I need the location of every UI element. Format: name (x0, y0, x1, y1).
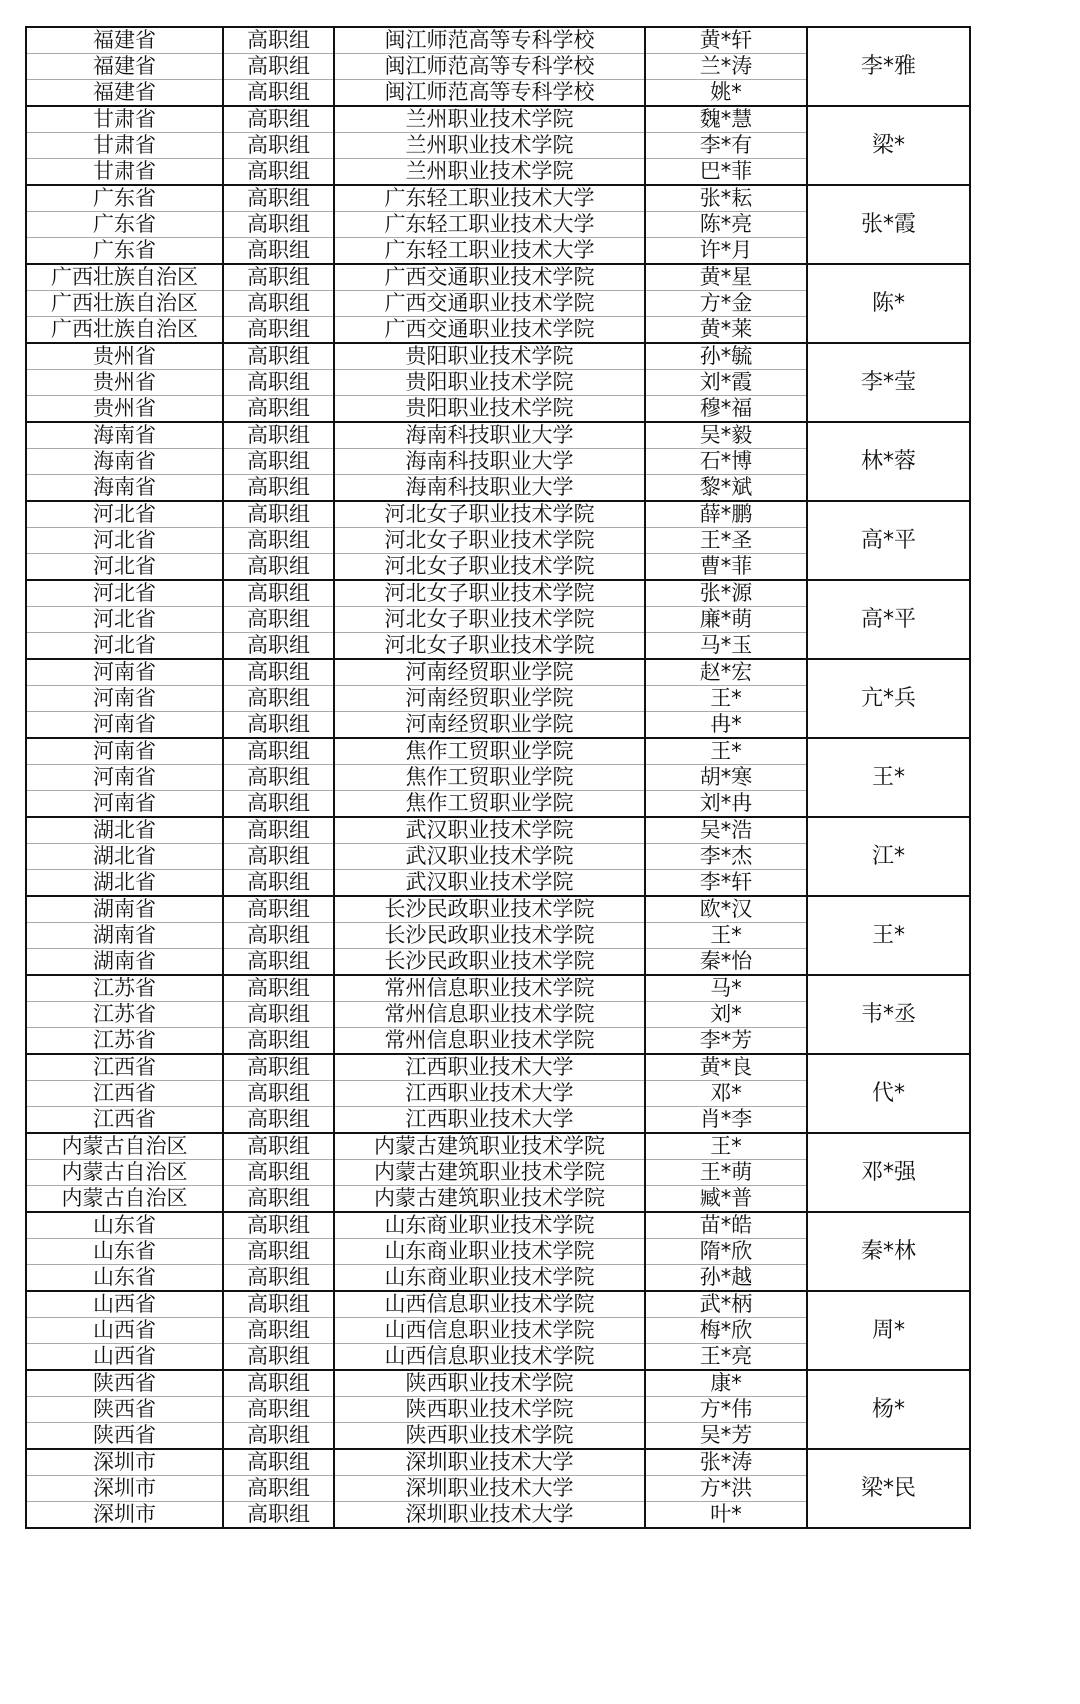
student-cell: 李*杰 (645, 844, 807, 870)
school-cell: 陕西职业技术学院 (334, 1397, 645, 1423)
table-row (26, 1212, 970, 1239)
school-cell: 广东轻工职业技术大学 (334, 238, 645, 265)
student-cell: 黄*轩 (645, 27, 807, 54)
student-cell: 薛*鹏 (645, 501, 807, 528)
table-row (26, 106, 970, 133)
school-cell: 长沙民政职业技术学院 (334, 923, 645, 949)
student-cell: 方*洪 (645, 1476, 807, 1502)
province-cell: 河南省 (26, 765, 223, 791)
level-cell: 高职组 (223, 1002, 334, 1028)
level-cell: 高职组 (223, 1318, 334, 1344)
level-cell: 高职组 (223, 449, 334, 475)
school-cell: 武汉职业技术学院 (334, 870, 645, 897)
student-cell: 康* (645, 1370, 807, 1397)
level-cell: 高职组 (223, 1107, 334, 1134)
province-cell: 广东省 (26, 185, 223, 212)
province-cell: 内蒙古自治区 (26, 1186, 223, 1213)
student-cell: 王*萌 (645, 1160, 807, 1186)
level-cell: 高职组 (223, 1265, 334, 1292)
school-cell: 常州信息职业技术学院 (334, 975, 645, 1002)
school-cell: 山东商业职业技术学院 (334, 1265, 645, 1292)
student-cell: 许*月 (645, 238, 807, 265)
school-cell: 江西职业技术大学 (334, 1081, 645, 1107)
school-cell: 武汉职业技术学院 (334, 817, 645, 844)
level-cell: 高职组 (223, 106, 334, 133)
province-cell: 江苏省 (26, 1002, 223, 1028)
advisor-cell: 亢*兵 (807, 659, 970, 738)
province-cell: 山东省 (26, 1212, 223, 1239)
school-cell: 河北女子职业技术学院 (334, 607, 645, 633)
table-row (26, 738, 970, 765)
level-cell: 高职组 (223, 607, 334, 633)
school-cell: 河南经贸职业学院 (334, 659, 645, 686)
province-cell: 深圳市 (26, 1476, 223, 1502)
student-cell: 马* (645, 975, 807, 1002)
student-cell: 黄*星 (645, 264, 807, 291)
province-cell: 福建省 (26, 54, 223, 80)
table-row (26, 896, 970, 923)
province-cell: 河南省 (26, 712, 223, 739)
student-cell: 王* (645, 686, 807, 712)
province-cell: 深圳市 (26, 1449, 223, 1476)
school-cell: 贵阳职业技术学院 (334, 343, 645, 370)
table-row (26, 659, 970, 686)
province-cell: 湖南省 (26, 923, 223, 949)
student-cell: 冉* (645, 712, 807, 739)
level-cell: 高职组 (223, 185, 334, 212)
level-cell: 高职组 (223, 396, 334, 423)
table-row (26, 1291, 970, 1318)
level-cell: 高职组 (223, 738, 334, 765)
province-cell: 江西省 (26, 1054, 223, 1081)
school-cell: 河北女子职业技术学院 (334, 580, 645, 607)
province-cell: 贵州省 (26, 396, 223, 423)
advisor-cell: 陈* (807, 264, 970, 343)
student-cell: 梅*欣 (645, 1318, 807, 1344)
school-cell: 河南经贸职业学院 (334, 712, 645, 739)
award-table (25, 26, 971, 1529)
school-cell: 贵阳职业技术学院 (334, 370, 645, 396)
student-cell: 李*芳 (645, 1028, 807, 1055)
province-cell: 湖南省 (26, 949, 223, 976)
school-cell: 内蒙古建筑职业技术学院 (334, 1133, 645, 1160)
level-cell: 高职组 (223, 1476, 334, 1502)
table-row (26, 343, 970, 370)
province-cell: 广东省 (26, 238, 223, 265)
level-cell: 高职组 (223, 633, 334, 660)
level-cell: 高职组 (223, 1423, 334, 1450)
student-cell: 赵*宏 (645, 659, 807, 686)
table-row (26, 185, 970, 212)
level-cell: 高职组 (223, 975, 334, 1002)
school-cell: 河北女子职业技术学院 (334, 633, 645, 660)
student-cell: 石*博 (645, 449, 807, 475)
student-cell: 李*轩 (645, 870, 807, 897)
student-cell: 曹*菲 (645, 554, 807, 581)
table-row (26, 1370, 970, 1397)
province-cell: 山东省 (26, 1239, 223, 1265)
advisor-cell: 林*蓉 (807, 422, 970, 501)
level-cell: 高职组 (223, 1239, 334, 1265)
student-cell: 邓* (645, 1081, 807, 1107)
level-cell: 高职组 (223, 422, 334, 449)
student-cell: 兰*涛 (645, 54, 807, 80)
table-row (26, 1133, 970, 1160)
level-cell: 高职组 (223, 844, 334, 870)
level-cell: 高职组 (223, 1212, 334, 1239)
level-cell: 高职组 (223, 1160, 334, 1186)
student-cell: 穆*福 (645, 396, 807, 423)
table-row (26, 264, 970, 291)
student-cell: 廉*萌 (645, 607, 807, 633)
school-cell: 常州信息职业技术学院 (334, 1002, 645, 1028)
advisor-cell: 王* (807, 896, 970, 975)
school-cell: 江西职业技术大学 (334, 1054, 645, 1081)
level-cell: 高职组 (223, 212, 334, 238)
school-cell: 河南经贸职业学院 (334, 686, 645, 712)
advisor-cell: 邓*强 (807, 1133, 970, 1212)
level-cell: 高职组 (223, 159, 334, 186)
school-cell: 山东商业职业技术学院 (334, 1239, 645, 1265)
level-cell: 高职组 (223, 817, 334, 844)
province-cell: 海南省 (26, 449, 223, 475)
province-cell: 广西壮族自治区 (26, 264, 223, 291)
student-cell: 巴*菲 (645, 159, 807, 186)
school-cell: 常州信息职业技术学院 (334, 1028, 645, 1055)
province-cell: 河北省 (26, 554, 223, 581)
school-cell: 武汉职业技术学院 (334, 844, 645, 870)
level-cell: 高职组 (223, 580, 334, 607)
school-cell: 山东商业职业技术学院 (334, 1212, 645, 1239)
province-cell: 贵州省 (26, 370, 223, 396)
level-cell: 高职组 (223, 264, 334, 291)
province-cell: 湖北省 (26, 870, 223, 897)
student-cell: 王*圣 (645, 528, 807, 554)
student-cell: 刘*霞 (645, 370, 807, 396)
province-cell: 陕西省 (26, 1370, 223, 1397)
student-cell: 王* (645, 923, 807, 949)
advisor-cell: 张*霞 (807, 185, 970, 264)
level-cell: 高职组 (223, 291, 334, 317)
school-cell: 长沙民政职业技术学院 (334, 896, 645, 923)
student-cell: 吴*毅 (645, 422, 807, 449)
student-cell: 方*伟 (645, 1397, 807, 1423)
student-cell: 肖*李 (645, 1107, 807, 1134)
advisor-cell: 李*莹 (807, 343, 970, 422)
province-cell: 湖北省 (26, 844, 223, 870)
level-cell: 高职组 (223, 949, 334, 976)
school-cell: 广西交通职业技术学院 (334, 291, 645, 317)
school-cell: 闽江师范高等专科学校 (334, 54, 645, 80)
level-cell: 高职组 (223, 1502, 334, 1529)
province-cell: 河北省 (26, 528, 223, 554)
student-cell: 张*源 (645, 580, 807, 607)
student-cell: 孙*越 (645, 1265, 807, 1292)
level-cell: 高职组 (223, 765, 334, 791)
student-cell: 黎*斌 (645, 475, 807, 502)
province-cell: 江西省 (26, 1081, 223, 1107)
student-cell: 方*金 (645, 291, 807, 317)
school-cell: 陕西职业技术学院 (334, 1423, 645, 1450)
school-cell: 山西信息职业技术学院 (334, 1344, 645, 1371)
province-cell: 江苏省 (26, 1028, 223, 1055)
student-cell: 秦*怡 (645, 949, 807, 976)
school-cell: 海南科技职业大学 (334, 422, 645, 449)
province-cell: 河北省 (26, 580, 223, 607)
school-cell: 陕西职业技术学院 (334, 1370, 645, 1397)
school-cell: 山西信息职业技术学院 (334, 1318, 645, 1344)
school-cell: 焦作工贸职业学院 (334, 791, 645, 818)
student-cell: 李*有 (645, 133, 807, 159)
student-cell: 张*耘 (645, 185, 807, 212)
level-cell: 高职组 (223, 923, 334, 949)
school-cell: 广西交通职业技术学院 (334, 317, 645, 344)
school-cell: 兰州职业技术学院 (334, 159, 645, 186)
school-cell: 贵阳职业技术学院 (334, 396, 645, 423)
level-cell: 高职组 (223, 1186, 334, 1213)
province-cell: 内蒙古自治区 (26, 1160, 223, 1186)
level-cell: 高职组 (223, 554, 334, 581)
student-cell: 武*柄 (645, 1291, 807, 1318)
student-cell: 王* (645, 1133, 807, 1160)
award-table-body (26, 27, 970, 1528)
province-cell: 江西省 (26, 1107, 223, 1134)
student-cell: 刘*冉 (645, 791, 807, 818)
province-cell: 河北省 (26, 607, 223, 633)
level-cell: 高职组 (223, 870, 334, 897)
province-cell: 广西壮族自治区 (26, 291, 223, 317)
province-cell: 河南省 (26, 791, 223, 818)
level-cell: 高职组 (223, 528, 334, 554)
advisor-cell: 高*平 (807, 501, 970, 580)
student-cell: 姚* (645, 80, 807, 107)
school-cell: 闽江师范高等专科学校 (334, 27, 645, 54)
school-cell: 兰州职业技术学院 (334, 133, 645, 159)
student-cell: 刘* (645, 1002, 807, 1028)
school-cell: 河北女子职业技术学院 (334, 501, 645, 528)
student-cell: 欧*汉 (645, 896, 807, 923)
level-cell: 高职组 (223, 1449, 334, 1476)
student-cell: 陈*亮 (645, 212, 807, 238)
advisor-cell: 周* (807, 1291, 970, 1370)
student-cell: 苗*皓 (645, 1212, 807, 1239)
school-cell: 河北女子职业技术学院 (334, 554, 645, 581)
province-cell: 山西省 (26, 1291, 223, 1318)
advisor-cell: 江* (807, 817, 970, 896)
level-cell: 高职组 (223, 791, 334, 818)
advisor-cell: 王* (807, 738, 970, 817)
province-cell: 江苏省 (26, 975, 223, 1002)
school-cell: 深圳职业技术大学 (334, 1449, 645, 1476)
level-cell: 高职组 (223, 317, 334, 344)
school-cell: 海南科技职业大学 (334, 449, 645, 475)
level-cell: 高职组 (223, 80, 334, 107)
province-cell: 甘肃省 (26, 159, 223, 186)
province-cell: 陕西省 (26, 1397, 223, 1423)
province-cell: 内蒙古自治区 (26, 1133, 223, 1160)
advisor-cell: 秦*林 (807, 1212, 970, 1291)
table-row (26, 27, 970, 54)
province-cell: 河北省 (26, 501, 223, 528)
level-cell: 高职组 (223, 686, 334, 712)
province-cell: 福建省 (26, 80, 223, 107)
table-row (26, 580, 970, 607)
student-cell: 张*涛 (645, 1449, 807, 1476)
student-cell: 胡*寒 (645, 765, 807, 791)
school-cell: 深圳职业技术大学 (334, 1502, 645, 1529)
advisor-cell: 高*平 (807, 580, 970, 659)
province-cell: 河南省 (26, 738, 223, 765)
level-cell: 高职组 (223, 133, 334, 159)
table-row (26, 422, 970, 449)
level-cell: 高职组 (223, 1291, 334, 1318)
school-cell: 广西交通职业技术学院 (334, 264, 645, 291)
level-cell: 高职组 (223, 1344, 334, 1371)
level-cell: 高职组 (223, 1370, 334, 1397)
student-cell: 王*亮 (645, 1344, 807, 1371)
student-cell: 叶* (645, 1502, 807, 1529)
level-cell: 高职组 (223, 1397, 334, 1423)
province-cell: 海南省 (26, 475, 223, 502)
level-cell: 高职组 (223, 1028, 334, 1055)
table-row (26, 817, 970, 844)
level-cell: 高职组 (223, 1054, 334, 1081)
province-cell: 山西省 (26, 1318, 223, 1344)
level-cell: 高职组 (223, 712, 334, 739)
school-cell: 兰州职业技术学院 (334, 106, 645, 133)
school-cell: 河北女子职业技术学院 (334, 528, 645, 554)
province-cell: 河南省 (26, 686, 223, 712)
school-cell: 内蒙古建筑职业技术学院 (334, 1186, 645, 1213)
school-cell: 深圳职业技术大学 (334, 1476, 645, 1502)
advisor-cell: 梁*民 (807, 1449, 970, 1528)
school-cell: 焦作工贸职业学院 (334, 765, 645, 791)
province-cell: 深圳市 (26, 1502, 223, 1529)
student-cell: 吴*芳 (645, 1423, 807, 1450)
student-cell: 魏*慧 (645, 106, 807, 133)
province-cell: 广西壮族自治区 (26, 317, 223, 344)
school-cell: 闽江师范高等专科学校 (334, 80, 645, 107)
student-cell: 黄*莱 (645, 317, 807, 344)
student-cell: 吴*浩 (645, 817, 807, 844)
level-cell: 高职组 (223, 27, 334, 54)
level-cell: 高职组 (223, 501, 334, 528)
school-cell: 长沙民政职业技术学院 (334, 949, 645, 976)
level-cell: 高职组 (223, 1081, 334, 1107)
advisor-cell: 杨* (807, 1370, 970, 1449)
province-cell: 山东省 (26, 1265, 223, 1292)
level-cell: 高职组 (223, 896, 334, 923)
advisor-cell: 代* (807, 1054, 970, 1133)
student-cell: 马*玉 (645, 633, 807, 660)
school-cell: 山西信息职业技术学院 (334, 1291, 645, 1318)
student-cell: 孙*毓 (645, 343, 807, 370)
school-cell: 焦作工贸职业学院 (334, 738, 645, 765)
table-row (26, 1054, 970, 1081)
province-cell: 湖北省 (26, 817, 223, 844)
province-cell: 贵州省 (26, 343, 223, 370)
level-cell: 高职组 (223, 238, 334, 265)
province-cell: 山西省 (26, 1344, 223, 1371)
province-cell: 海南省 (26, 422, 223, 449)
level-cell: 高职组 (223, 1133, 334, 1160)
student-cell: 臧*普 (645, 1186, 807, 1213)
student-cell: 黄*良 (645, 1054, 807, 1081)
province-cell: 河南省 (26, 659, 223, 686)
school-cell: 广东轻工职业技术大学 (334, 185, 645, 212)
advisor-cell: 李*雅 (807, 27, 970, 106)
school-cell: 江西职业技术大学 (334, 1107, 645, 1134)
level-cell: 高职组 (223, 659, 334, 686)
level-cell: 高职组 (223, 370, 334, 396)
province-cell: 湖南省 (26, 896, 223, 923)
table-row (26, 1449, 970, 1476)
province-cell: 甘肃省 (26, 106, 223, 133)
school-cell: 广东轻工职业技术大学 (334, 212, 645, 238)
school-cell: 内蒙古建筑职业技术学院 (334, 1160, 645, 1186)
province-cell: 甘肃省 (26, 133, 223, 159)
level-cell: 高职组 (223, 54, 334, 80)
table-row (26, 501, 970, 528)
province-cell: 福建省 (26, 27, 223, 54)
table-row (26, 975, 970, 1002)
student-cell: 隋*欣 (645, 1239, 807, 1265)
advisor-cell: 梁* (807, 106, 970, 185)
province-cell: 河北省 (26, 633, 223, 660)
level-cell: 高职组 (223, 343, 334, 370)
province-cell: 广东省 (26, 212, 223, 238)
advisor-cell: 韦*丞 (807, 975, 970, 1054)
student-cell: 王* (645, 738, 807, 765)
school-cell: 海南科技职业大学 (334, 475, 645, 502)
level-cell: 高职组 (223, 475, 334, 502)
province-cell: 陕西省 (26, 1423, 223, 1450)
